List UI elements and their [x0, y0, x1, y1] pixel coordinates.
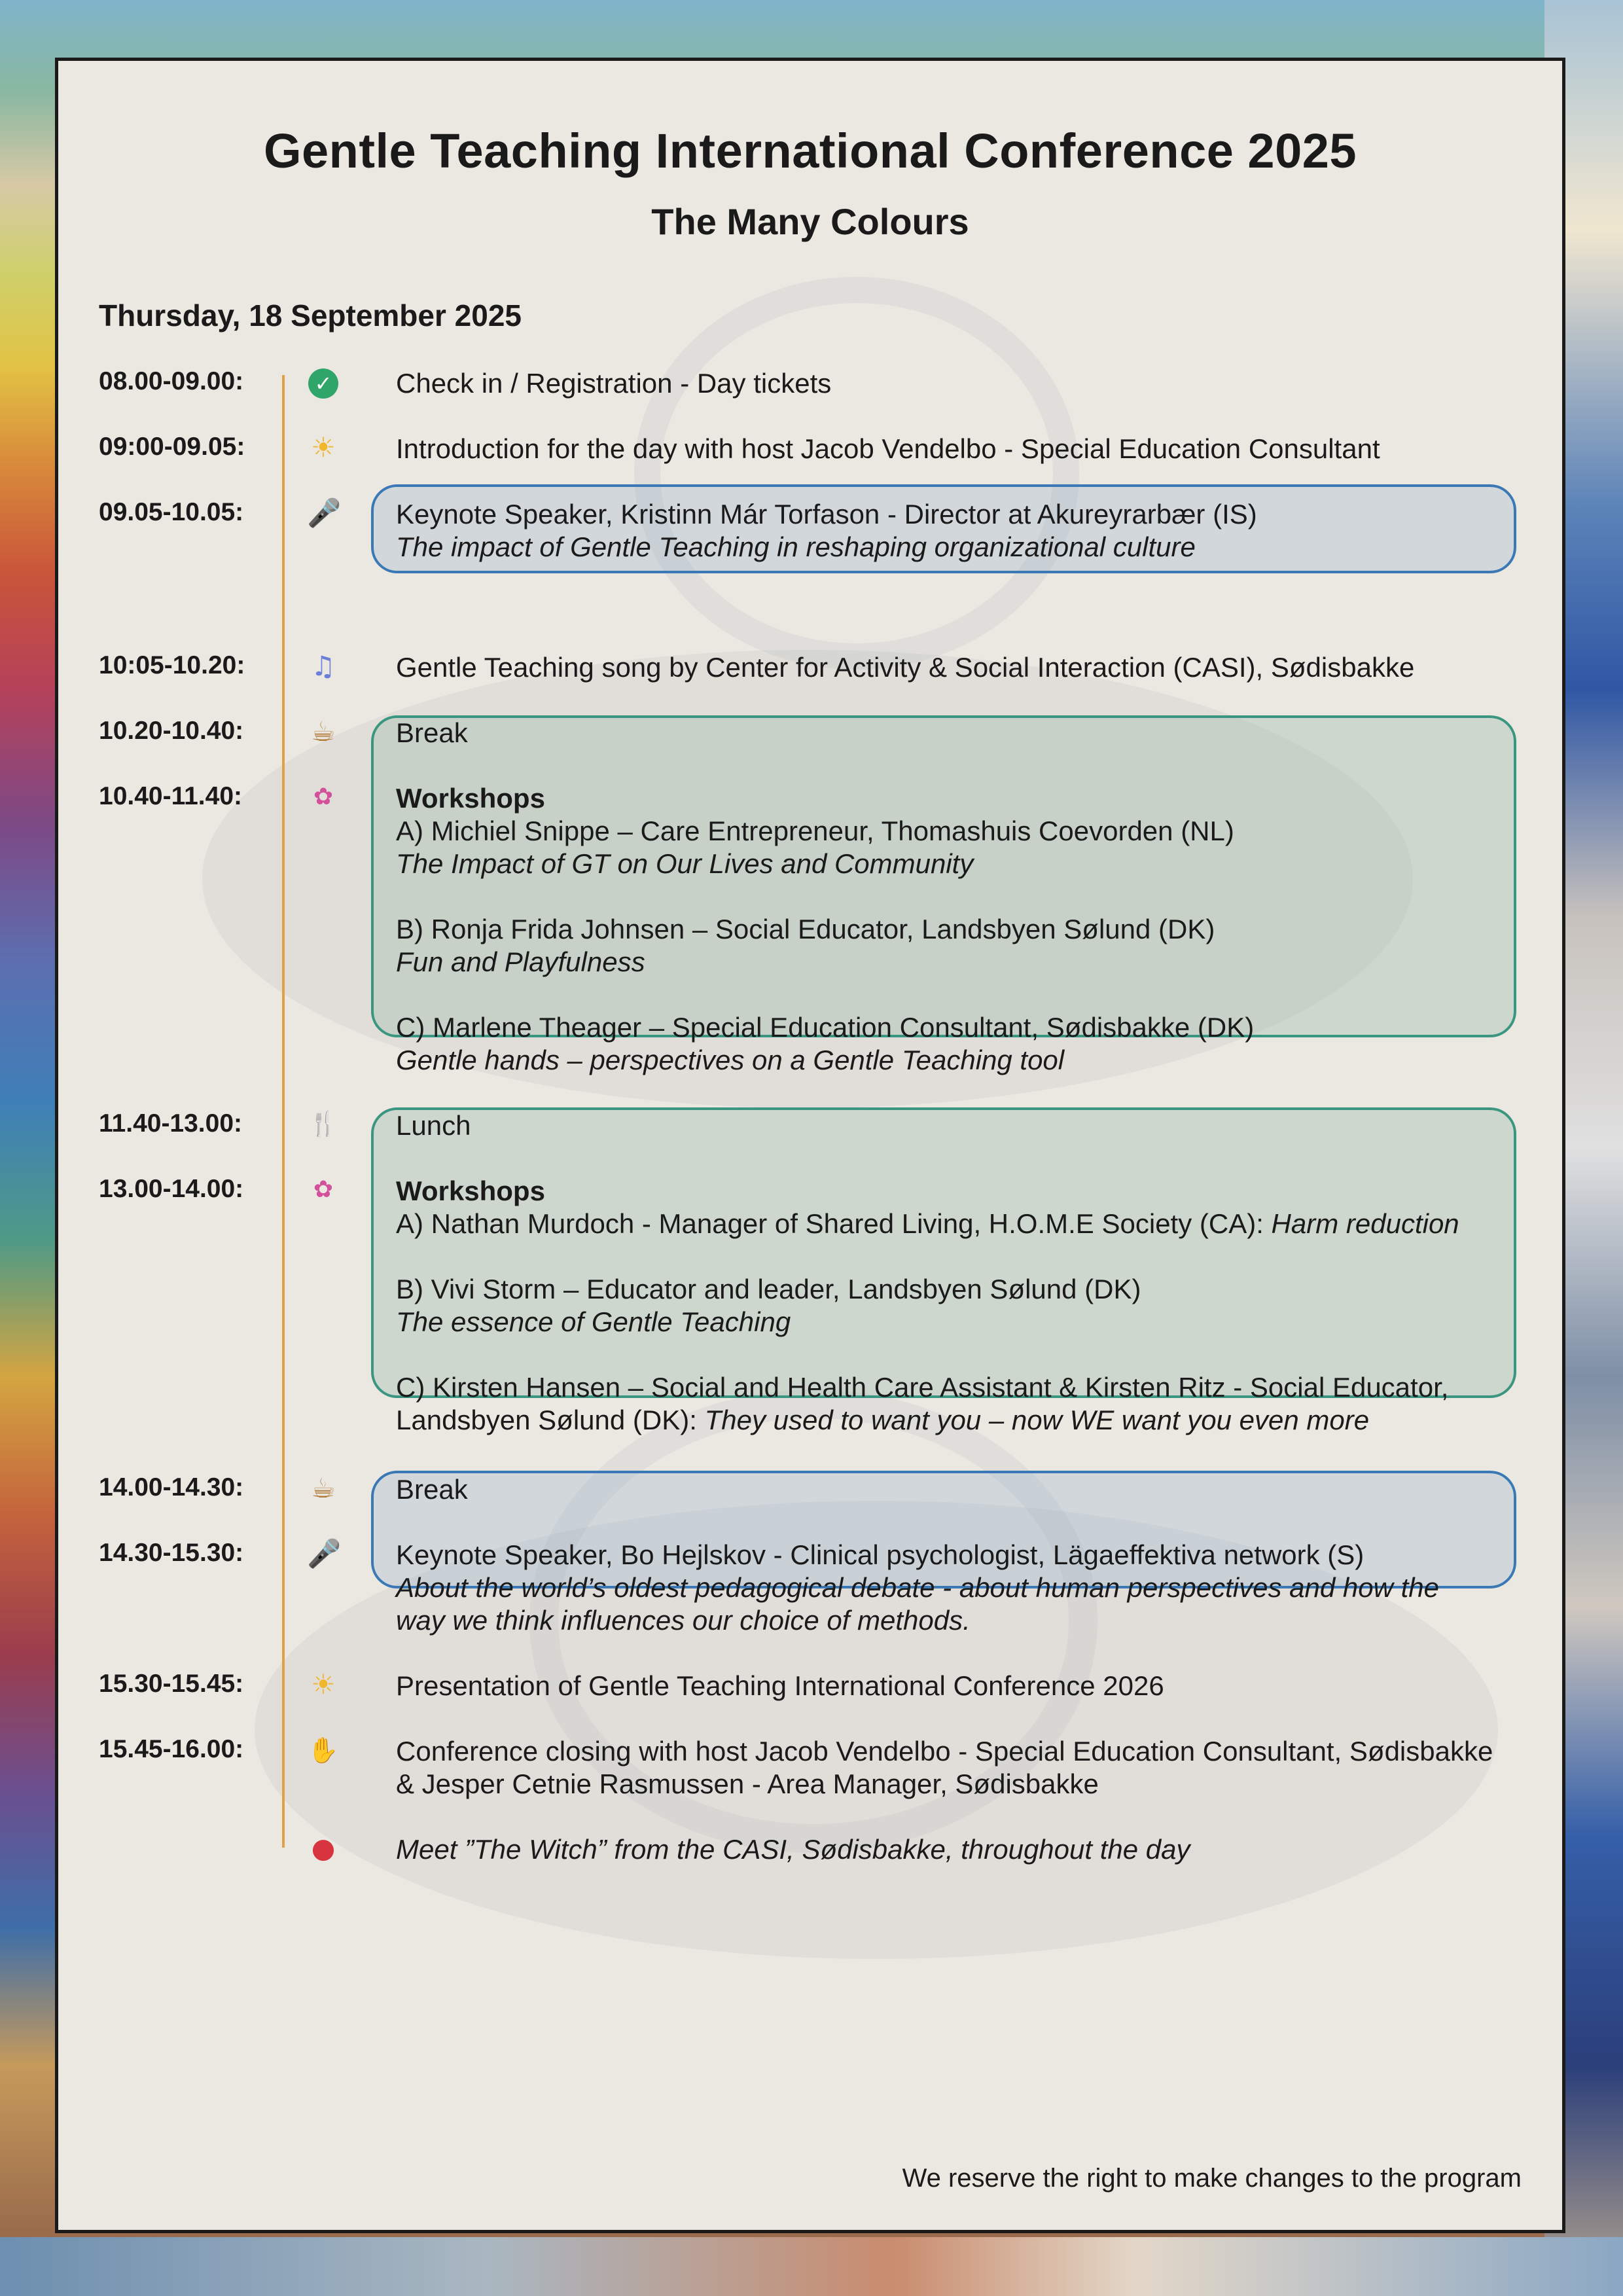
workshop-a: A) Michiel Snippe – Care Entrepreneur, Thomashuis Coevorden (NL) — [396, 816, 1234, 846]
coffee-break-icon: ☕ — [311, 715, 336, 747]
page-title: Gentle Teaching International Conference 2025 — [263, 124, 1357, 178]
workshop-heading: Workshops — [396, 783, 545, 814]
item-text: Break — [396, 1474, 468, 1505]
workshop-a-speaker: A) Nathan Murdoch - Manager of Shared Living, H.O.M.E Society (CA): — [396, 1208, 1272, 1239]
workshop-b: B) Vivi Storm – Educator and leader, Landsbyen Sølund (DK) — [396, 1274, 1141, 1304]
time-slot: 15.30-15.45: — [99, 1670, 244, 1698]
workshop-content — [396, 1175, 1535, 1437]
item-text: Gentle Teaching song by Center for Activity & Social Interaction (CASI), Sødisbakke — [396, 652, 1415, 683]
keynote-title-cont: way we think influences our choice of methods. — [396, 1605, 971, 1636]
lunch-icon: 🍴 — [308, 1111, 338, 1138]
time-slot: 10.40-11.40: — [99, 782, 243, 810]
time-slot: 13.00-14.00: — [99, 1175, 244, 1203]
workshop-c-title: They used to want you – now WE want you even more — [704, 1405, 1370, 1435]
item-text: Introduction for the day with host Jacob Vendelbo - Special Education Consultant — [396, 433, 1380, 464]
check-icon: ✓ — [308, 368, 338, 399]
balloon-icon: ● — [311, 1832, 336, 1864]
workshop-c-affiliation: Landsbyen Sølund (DK): — [396, 1405, 705, 1435]
timeline-line — [282, 375, 285, 1848]
time-slot: 14.00-14.30: — [99, 1473, 244, 1501]
program-sheet — [55, 58, 1565, 2233]
keynote-content — [396, 498, 1535, 564]
workshop-c-cont — [396, 1404, 1535, 1437]
keynote-speaker: Keynote Speaker, Kristinn Már Torfason - Director at Akureyrarbær (IS) — [396, 499, 1257, 529]
workshop-content — [396, 782, 1535, 1077]
item-text — [396, 1735, 1535, 1801]
time-slot: 10.20-10.40: — [99, 717, 244, 745]
item-text: Break — [396, 717, 468, 748]
workshop-b-title: Fun and Playfulness — [396, 946, 645, 977]
time-slot: 08.00-09.00: — [99, 367, 244, 395]
keynote-content — [396, 1539, 1535, 1637]
workshop-icon: ✿ — [313, 1176, 334, 1203]
workshop-b-title: The essence of Gentle Teaching — [396, 1306, 791, 1337]
item-text: Check in / Registration - Day tickets — [396, 368, 832, 399]
microphone-icon: 🎤 — [307, 1537, 342, 1570]
workshop-a — [396, 1208, 1535, 1240]
time-slot: 15.45-16.00: — [99, 1735, 244, 1763]
keynote-title: The impact of Gentle Teaching in reshaping organizational culture — [396, 531, 1196, 562]
item-text: Meet ”The Witch” from the CASI, Sødisbakke, throughout the day — [396, 1834, 1190, 1865]
clapping-hands-icon: ✋ — [308, 1736, 339, 1765]
workshop-a-title: Harm reduction — [1271, 1208, 1459, 1239]
item-text: Presentation of Gentle Teaching International Conference 2026 — [396, 1670, 1164, 1701]
event-date: Thursday, 18 September 2025 — [99, 298, 522, 332]
time-slot: 10:05-10.20: — [99, 651, 245, 679]
sun-icon: ☀ — [311, 431, 336, 463]
keynote-speaker: Keynote Speaker, Bo Hejlskov - Clinical psychologist, Lägaeffektiva network (S) — [396, 1539, 1364, 1570]
workshop-icon: ✿ — [313, 783, 334, 810]
workshop-c: C) Marlene Theager – Special Education Consultant, Sødisbakke (DK) — [396, 1012, 1255, 1043]
workshop-a-title: The Impact of GT on Our Lives and Community — [396, 848, 974, 879]
workshop-b: B) Ronja Frida Johnsen – Social Educator, Landsbyen Sølund (DK) — [396, 914, 1215, 944]
workshop-heading: Workshops — [396, 1175, 545, 1206]
workshop-c-title: Gentle hands – perspectives on a Gentle Teaching tool — [396, 1045, 1065, 1075]
coffee-break-icon: ☕ — [311, 1472, 336, 1504]
footer-note: We reserve the right to make changes to the program — [902, 2164, 1522, 2193]
workshop-c: C) Kirsten Hansen – Social and Health Care Assistant & Kirsten Ritz - Social Educator, — [396, 1372, 1449, 1403]
closing-line-1: Conference closing with host Jacob Vendelbo - Special Education Consultant, Sødisbakke — [396, 1736, 1493, 1767]
time-slot: 09.05-10.05: — [99, 498, 244, 526]
sun-icon: ☀ — [311, 1668, 336, 1700]
time-slot: 11.40-13.00: — [99, 1109, 243, 1138]
page-subtitle: The Many Colours — [651, 201, 969, 242]
painted-background-bottom — [0, 2237, 1623, 2296]
heart-watermark — [634, 277, 1079, 670]
microphone-icon: 🎤 — [307, 497, 342, 529]
music-notes-icon: ♫ — [311, 650, 336, 682]
closing-line-2: & Jesper Cetnie Rasmussen - Area Manager, Sødisbakke — [396, 1768, 1099, 1799]
item-text: Lunch — [396, 1110, 471, 1141]
time-slot: 14.30-15.30: — [99, 1539, 244, 1567]
keynote-title: About the world’s oldest pedagogical debate - about human perspectives and how the — [396, 1572, 1439, 1603]
time-slot: 09:00-09.05: — [99, 433, 245, 461]
